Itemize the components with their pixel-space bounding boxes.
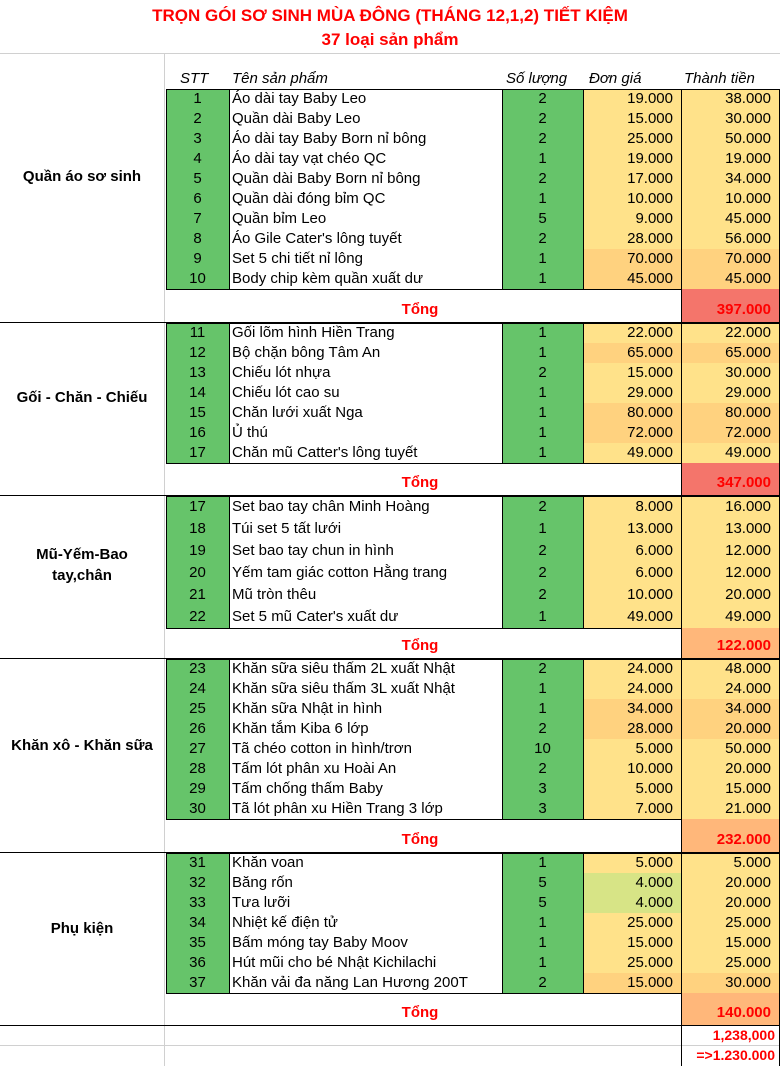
column-border (681, 659, 682, 819)
row-stt: 8 (166, 229, 229, 249)
sum-label: Tổng (401, 831, 439, 848)
row-stt: 26 (166, 719, 229, 739)
sum-label: Tổng (401, 637, 439, 654)
sum-value: 397.000 (716, 301, 771, 318)
sheet-subtitle: 37 loại sản phẩm (321, 30, 459, 49)
row-quantity: 2 (502, 659, 583, 679)
row-border (166, 89, 780, 90)
row-stt: 31 (166, 853, 229, 873)
row-unit-price: 65.000 (583, 343, 681, 363)
row-product-name: Quần dài Baby Leo (229, 109, 502, 129)
column-border (502, 659, 503, 819)
row-unit-price: 28.000 (583, 719, 681, 739)
row-unit-price: 6.000 (583, 562, 681, 584)
row-quantity: 2 (502, 496, 583, 518)
sum-value: 140.000 (716, 1004, 771, 1021)
row-stt: 17 (166, 496, 229, 518)
sum-label: Tổng (401, 1004, 439, 1021)
row-unit-price: 5.000 (583, 739, 681, 759)
row-product-name: Áo dài tay vạt chéo QC (229, 149, 502, 169)
column-border (681, 496, 682, 628)
row-stt: 1 (166, 89, 229, 109)
row-border (166, 323, 780, 324)
row-unit-price: 8.000 (583, 496, 681, 518)
row-stt: 24 (166, 679, 229, 699)
row-quantity: 1 (502, 606, 583, 628)
column-border (229, 853, 230, 993)
row-total: 45.000 (681, 209, 779, 229)
sheet-title: TRỌN GÓI SƠ SINH MÙA ĐÔNG (THÁNG 12,1,2) TIẾT KIỆM (152, 6, 628, 25)
row-total: 15.000 (681, 933, 779, 953)
row-total: 10.000 (681, 189, 779, 209)
row-stt: 23 (166, 659, 229, 679)
row-quantity: 2 (502, 109, 583, 129)
row-unit-price: 5.000 (583, 779, 681, 799)
row-product-name: Túi set 5 tất lưới (229, 518, 502, 540)
row-quantity: 2 (502, 973, 583, 993)
row-total: 20.000 (681, 759, 779, 779)
row-product-name: Quần bỉm Leo (229, 209, 502, 229)
category-label: Phụ kiện (50, 920, 114, 937)
row-stt: 28 (166, 759, 229, 779)
category-label: Quần áo sơ sinh (22, 168, 142, 185)
row-unit-price: 10.000 (583, 584, 681, 606)
row-quantity: 10 (502, 739, 583, 759)
row-unit-price: 25.000 (583, 953, 681, 973)
row-total: 20.000 (681, 893, 779, 913)
row-product-name: Chăn lưới xuất Nga (229, 403, 502, 423)
row-stt: 16 (166, 423, 229, 443)
column-border (166, 89, 167, 289)
row-stt: 10 (166, 269, 229, 289)
row-total: 30.000 (681, 973, 779, 993)
row-total: 45.000 (681, 269, 779, 289)
row-total: 20.000 (681, 584, 779, 606)
row-product-name: Chiếu lót nhựa (229, 363, 502, 383)
row-quantity: 2 (502, 229, 583, 249)
row-quantity: 1 (502, 933, 583, 953)
row-stt: 18 (166, 518, 229, 540)
row-total: 12.000 (681, 540, 779, 562)
row-total: 49.000 (681, 606, 779, 628)
row-product-name: Gối lõm hình Hiền Trang (229, 323, 502, 343)
row-total: 72.000 (681, 423, 779, 443)
column-border (681, 993, 682, 1025)
row-total: 34.000 (681, 169, 779, 189)
row-product-name: Áo Gile Cater's lông tuyết (229, 229, 502, 249)
row-unit-price: 29.000 (583, 383, 681, 403)
row-quantity: 2 (502, 719, 583, 739)
column-border (502, 853, 503, 993)
header-name: Tên sản phẩm (232, 70, 328, 87)
row-quantity: 1 (502, 853, 583, 873)
row-total: 30.000 (681, 109, 779, 129)
row-product-name: Áo dài tay Baby Born nỉ bông (229, 129, 502, 149)
row-quantity: 1 (502, 343, 583, 363)
column-border (229, 496, 230, 628)
row-product-name: Set 5 chi tiết nỉ lông (229, 249, 502, 269)
row-total: 29.000 (681, 383, 779, 403)
row-product-name: Tã chéo cotton in hình/trơn (229, 739, 502, 759)
row-stt: 25 (166, 699, 229, 719)
row-quantity: 5 (502, 873, 583, 893)
column-border (681, 853, 682, 993)
gridline-h (0, 53, 780, 54)
row-unit-price: 19.000 (583, 149, 681, 169)
row-quantity: 2 (502, 129, 583, 149)
column-border (681, 323, 682, 463)
row-product-name: Khăn sữa siêu thấm 2L xuất Nhật (229, 659, 502, 679)
row-border (166, 853, 780, 854)
row-total: 15.000 (681, 779, 779, 799)
row-stt: 20 (166, 562, 229, 584)
row-quantity: 1 (502, 679, 583, 699)
row-quantity: 2 (502, 562, 583, 584)
row-unit-price: 15.000 (583, 109, 681, 129)
column-border (229, 323, 230, 463)
row-product-name: Áo dài tay Baby Leo (229, 89, 502, 109)
column-border (583, 853, 584, 993)
row-unit-price: 25.000 (583, 129, 681, 149)
row-stt: 12 (166, 343, 229, 363)
row-quantity: 2 (502, 759, 583, 779)
row-unit-price: 25.000 (583, 913, 681, 933)
column-border (583, 659, 584, 819)
row-total: 70.000 (681, 249, 779, 269)
row-stt: 37 (166, 973, 229, 993)
column-border (502, 323, 503, 463)
row-product-name: Set bao tay chun in hình (229, 540, 502, 562)
row-total: 25.000 (681, 913, 779, 933)
row-unit-price: 5.000 (583, 853, 681, 873)
row-quantity: 1 (502, 323, 583, 343)
row-total: 20.000 (681, 719, 779, 739)
row-quantity: 2 (502, 169, 583, 189)
row-quantity: 1 (502, 953, 583, 973)
row-product-name: Quần dài đóng bỉm QC (229, 189, 502, 209)
row-total: 80.000 (681, 403, 779, 423)
row-product-name: Set bao tay chân Minh Hoàng (229, 496, 502, 518)
row-unit-price: 19.000 (583, 89, 681, 109)
final-total: =>1.230.000 (696, 1047, 775, 1063)
row-product-name: Khăn sữa siêu thấm 3L xuất Nhật (229, 679, 502, 699)
gridline-v (164, 54, 165, 1066)
row-product-name: Hút mũi cho bé Nhật Kichilachi (229, 953, 502, 973)
column-border (166, 659, 167, 819)
row-product-name: Quần dài Baby Born nỉ bông (229, 169, 502, 189)
row-stt: 15 (166, 403, 229, 423)
row-quantity: 3 (502, 799, 583, 819)
row-total: 25.000 (681, 953, 779, 973)
grand-total: 1,238,000 (712, 1027, 775, 1043)
row-unit-price: 4.000 (583, 893, 681, 913)
row-total: 48.000 (681, 659, 779, 679)
row-total: 22.000 (681, 323, 779, 343)
row-product-name: Chăn mũ Catter's lông tuyết (229, 443, 502, 463)
row-quantity: 1 (502, 249, 583, 269)
row-quantity: 1 (502, 149, 583, 169)
row-quantity: 1 (502, 518, 583, 540)
row-stt: 4 (166, 149, 229, 169)
column-border (583, 89, 584, 289)
row-unit-price: 24.000 (583, 679, 681, 699)
row-quantity: 5 (502, 893, 583, 913)
row-quantity: 1 (502, 269, 583, 289)
row-quantity: 2 (502, 89, 583, 109)
row-unit-price: 49.000 (583, 443, 681, 463)
row-stt: 9 (166, 249, 229, 269)
row-product-name: Yếm tam giác cotton Hằng trang (229, 562, 502, 584)
row-total: 5.000 (681, 853, 779, 873)
row-total: 13.000 (681, 518, 779, 540)
row-unit-price: 13.000 (583, 518, 681, 540)
row-total: 30.000 (681, 363, 779, 383)
sum-label: Tổng (401, 474, 439, 491)
row-total: 50.000 (681, 129, 779, 149)
row-total: 21.000 (681, 799, 779, 819)
row-unit-price: 22.000 (583, 323, 681, 343)
row-total: 12.000 (681, 562, 779, 584)
row-quantity: 1 (502, 443, 583, 463)
row-total: 16.000 (681, 496, 779, 518)
row-total: 19.000 (681, 149, 779, 169)
row-unit-price: 15.000 (583, 973, 681, 993)
row-stt: 11 (166, 323, 229, 343)
row-unit-price: 4.000 (583, 873, 681, 893)
gridline-h (0, 1045, 780, 1046)
row-stt: 3 (166, 129, 229, 149)
column-border (166, 496, 167, 628)
row-product-name: Set 5 mũ Cater's xuất dư (229, 606, 502, 628)
row-total: 20.000 (681, 873, 779, 893)
row-product-name: Ủ thú (229, 423, 502, 443)
column-border (166, 853, 167, 993)
row-stt: 5 (166, 169, 229, 189)
row-quantity: 2 (502, 540, 583, 562)
row-product-name: Tã lót phân xu Hiền Trang 3 lớp (229, 799, 502, 819)
row-total: 49.000 (681, 443, 779, 463)
row-stt: 7 (166, 209, 229, 229)
column-border (502, 89, 503, 289)
category-label: Mũ-Yếm-Bao tay,chân (36, 546, 128, 584)
row-quantity: 1 (502, 383, 583, 403)
row-stt: 13 (166, 363, 229, 383)
row-quantity: 1 (502, 189, 583, 209)
sum-value: 122.000 (716, 637, 771, 654)
sum-label: Tổng (401, 301, 439, 318)
row-border (166, 659, 780, 660)
header-price: Đơn giá (589, 70, 642, 87)
row-quantity: 1 (502, 699, 583, 719)
row-unit-price: 34.000 (583, 699, 681, 719)
row-stt: 19 (166, 540, 229, 562)
row-stt: 33 (166, 893, 229, 913)
row-quantity: 1 (502, 423, 583, 443)
row-stt: 34 (166, 913, 229, 933)
row-unit-price: 49.000 (583, 606, 681, 628)
row-product-name: Tưa lưỡi (229, 893, 502, 913)
row-product-name: Khăn vải đa năng Lan Hương 200T (229, 973, 502, 993)
column-border (681, 289, 682, 322)
section-border (0, 1025, 780, 1026)
row-quantity: 2 (502, 363, 583, 383)
row-unit-price: 7.000 (583, 799, 681, 819)
column-border (583, 496, 584, 628)
row-stt: 27 (166, 739, 229, 759)
row-product-name: Khăn sữa Nhật in hình (229, 699, 502, 719)
column-border (502, 496, 503, 628)
row-border (166, 496, 780, 497)
row-unit-price: 17.000 (583, 169, 681, 189)
row-total: 56.000 (681, 229, 779, 249)
column-border (681, 89, 682, 289)
row-unit-price: 10.000 (583, 759, 681, 779)
row-quantity: 1 (502, 913, 583, 933)
row-product-name: Khăn tắm Kiba 6 lớp (229, 719, 502, 739)
row-unit-price: 80.000 (583, 403, 681, 423)
header-total: Thành tiền (684, 70, 755, 87)
category-label: Gối - Chăn - Chiếu (16, 389, 148, 406)
row-stt: 17 (166, 443, 229, 463)
row-product-name: Tấm lót phân xu Hoài An (229, 759, 502, 779)
row-product-name: Bấm móng tay Baby Moov (229, 933, 502, 953)
row-stt: 35 (166, 933, 229, 953)
row-stt: 36 (166, 953, 229, 973)
row-unit-price: 45.000 (583, 269, 681, 289)
row-unit-price: 72.000 (583, 423, 681, 443)
row-stt: 29 (166, 779, 229, 799)
row-unit-price: 10.000 (583, 189, 681, 209)
row-stt: 6 (166, 189, 229, 209)
row-quantity: 3 (502, 779, 583, 799)
row-unit-price: 28.000 (583, 229, 681, 249)
row-product-name: Băng rốn (229, 873, 502, 893)
row-stt: 14 (166, 383, 229, 403)
row-unit-price: 15.000 (583, 933, 681, 953)
header-stt: STT (180, 70, 209, 87)
row-product-name: Tấm chống thấm Baby (229, 779, 502, 799)
row-product-name: Nhiệt kế điện tử (229, 913, 502, 933)
row-total: 65.000 (681, 343, 779, 363)
row-stt: 22 (166, 606, 229, 628)
row-product-name: Khăn voan (229, 853, 502, 873)
column-border (681, 819, 682, 852)
row-total: 34.000 (681, 699, 779, 719)
sum-value: 232.000 (716, 831, 771, 848)
row-quantity: 5 (502, 209, 583, 229)
row-product-name: Chiếu lót cao su (229, 383, 502, 403)
row-unit-price: 15.000 (583, 363, 681, 383)
row-unit-price: 70.000 (583, 249, 681, 269)
column-border (681, 628, 682, 658)
row-product-name: Mũ tròn thêu (229, 584, 502, 606)
row-quantity: 2 (502, 584, 583, 606)
row-quantity: 1 (502, 403, 583, 423)
column-border (229, 659, 230, 819)
row-stt: 32 (166, 873, 229, 893)
row-product-name: Bộ chặn bông Tâm An (229, 343, 502, 363)
row-total: 50.000 (681, 739, 779, 759)
row-unit-price: 6.000 (583, 540, 681, 562)
row-unit-price: 9.000 (583, 209, 681, 229)
category-label: Khăn xô - Khăn sữa (11, 737, 153, 754)
column-border (229, 89, 230, 289)
row-stt: 2 (166, 109, 229, 129)
row-unit-price: 24.000 (583, 659, 681, 679)
column-border (583, 323, 584, 463)
row-product-name: Body chip kèm quần xuất dư (229, 269, 502, 289)
row-total: 38.000 (681, 89, 779, 109)
column-border (681, 463, 682, 495)
row-total: 24.000 (681, 679, 779, 699)
row-stt: 30 (166, 799, 229, 819)
header-qty: Số lượng (506, 70, 568, 87)
row-stt: 21 (166, 584, 229, 606)
column-border (166, 323, 167, 463)
sum-value: 347.000 (716, 474, 771, 491)
